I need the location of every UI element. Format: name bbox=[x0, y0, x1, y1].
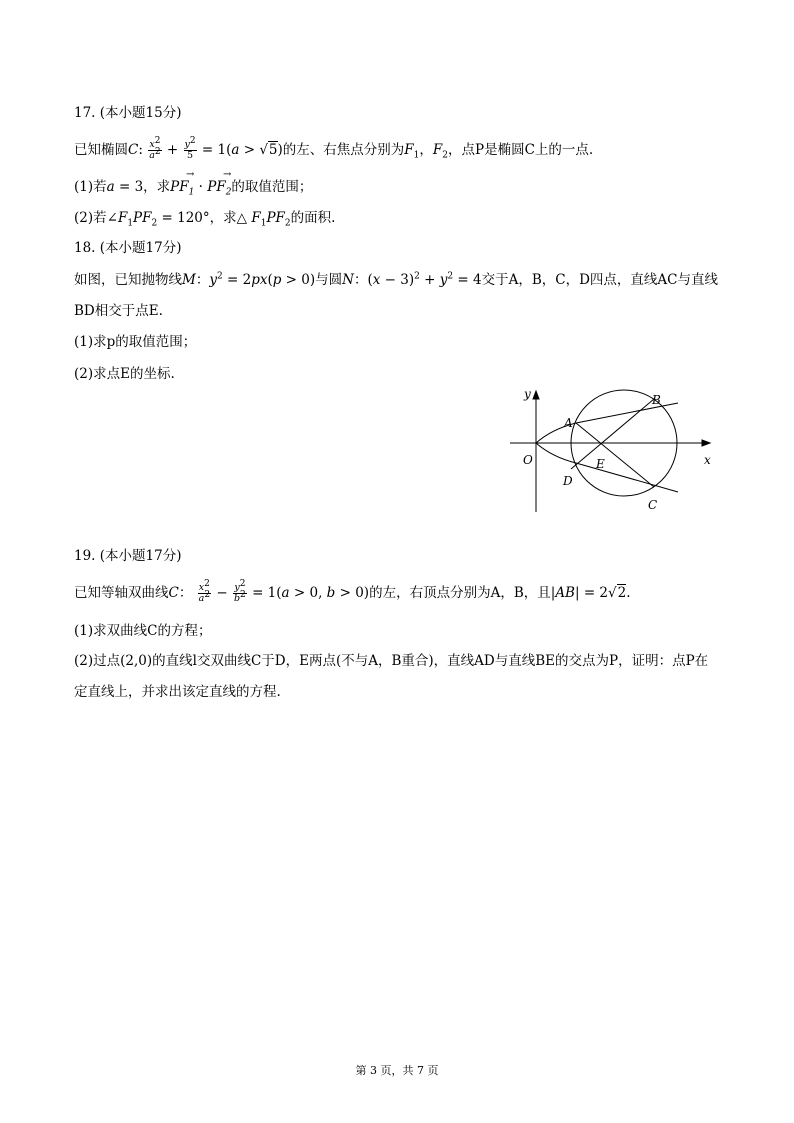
page-footer: 第 3 页，共 7 页 bbox=[355, 1064, 439, 1077]
q18-part2: (2)求点E的坐标. bbox=[74, 366, 175, 382]
q17-stem: 已知椭圆C: $\frac{x^2}{a^2}$ + $\frac{y^2}{5}$ = 1(a > √5)的左、右焦点分别为$F_1$，$F_2$，点P是椭圆C上的一点. bbox=[74, 135, 594, 161]
q17-part2: (2)若$\angle F_1PF_2 = 120^\circ$，求△ $F_1PF_2$的面积. bbox=[74, 210, 336, 229]
q19-header: 19. (本小题17分) bbox=[74, 548, 182, 564]
q19-part1: (1)求双曲线C的方程； bbox=[74, 623, 212, 639]
q19-part2-line2: 定直线上，并求出该定直线的方程. bbox=[74, 684, 281, 700]
q17-part1-label: (1)若 bbox=[74, 179, 107, 195]
label-B: B bbox=[652, 393, 661, 407]
label-D: D bbox=[563, 474, 573, 488]
q19-stem-suffix: 的左，右顶点分别为A，B，且 bbox=[369, 585, 551, 601]
q17-header: 17. (本小题15分) bbox=[74, 105, 182, 121]
q18-part1: (1)求p的取值范围； bbox=[74, 334, 197, 350]
q18-header: 18. (本小题17分) bbox=[74, 240, 182, 256]
label-x: x bbox=[704, 453, 711, 467]
label-E: E bbox=[596, 457, 605, 471]
label-A: A bbox=[564, 416, 573, 430]
x-axis-arrow bbox=[702, 440, 710, 446]
q17-part2-label: (2)若 bbox=[74, 210, 107, 226]
q18-line1-mid: 与圆 bbox=[315, 272, 343, 288]
y-axis-arrow bbox=[533, 391, 539, 399]
q17-part1: (1)若a = 3，求→ $PF_1$ · → $PF_2$的取值范围； bbox=[74, 178, 312, 196]
q17-stem-tail: ，点P是椭圆C上的一点. bbox=[448, 142, 594, 158]
q17-part2-text: 的面积. bbox=[290, 210, 336, 226]
label-C: C bbox=[648, 498, 658, 512]
q19-part2-line1: (2)过点(2,0)的直线l交双曲线C于D，E两点(不与A，B重合)，直线AD与直线BE的交点为P，证明：点P在 bbox=[74, 653, 709, 669]
q18-line1-suffix: 交于A，B，C，D四点，直线AC与直线 bbox=[481, 272, 719, 288]
q17-stem-suffix: 的左、右焦点分别为 bbox=[282, 142, 405, 158]
parabola-upper bbox=[536, 403, 678, 443]
q18-line2: BD相交于点E. bbox=[74, 303, 163, 319]
q18-line1-prefix: 如图，已知抛物线 bbox=[74, 272, 182, 288]
q19-stem: 已知等轴双曲线C： $\frac{x^2}{a^2}$ − $\frac{y^2}{b^2}$ = 1(a > 0, b > 0)的左，右顶点分别为A，B，且|AB| = 2√2. bbox=[74, 578, 631, 604]
q18-line1: 如图，已知抛物线M：$y^2 = 2px(p > 0)$与圆N：$(x - 3)^2 + y^2 = 4$交于A，B，C，D四点，直线AC与直线 bbox=[74, 271, 719, 288]
label-O: O bbox=[523, 453, 533, 467]
label-y: y bbox=[524, 387, 531, 401]
parabola-circle-figure bbox=[506, 384, 720, 520]
q17-part1-text: 的取值范围； bbox=[231, 179, 313, 195]
q19-stem-prefix: 已知等轴双曲线 bbox=[74, 585, 169, 601]
q17-stem-prefix: 已知椭圆 bbox=[74, 142, 128, 158]
